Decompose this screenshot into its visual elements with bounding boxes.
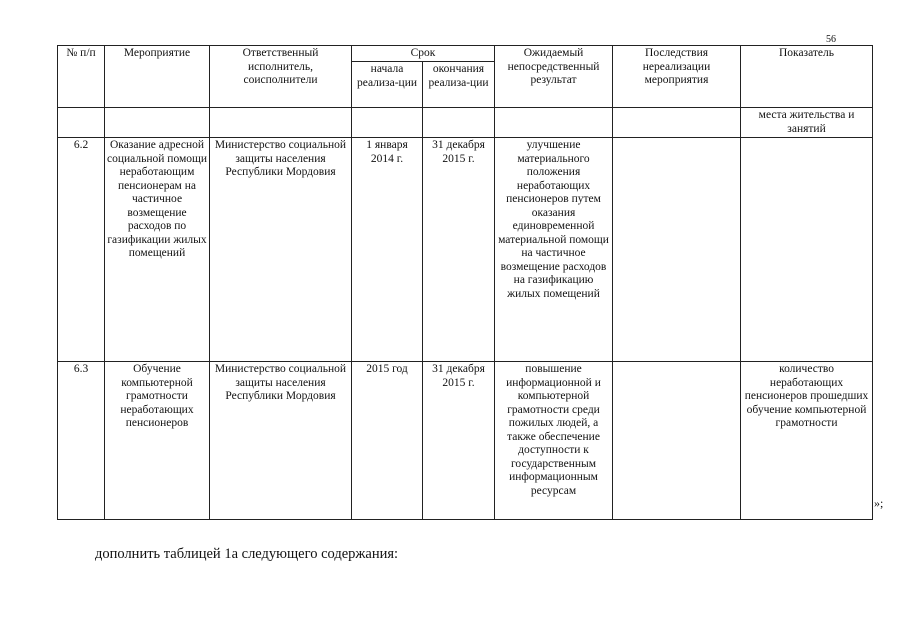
- row-consequences: [613, 362, 741, 520]
- row-expected: улучшение материального положения неработающих пенсионеров путем оказания единовременной материальной помощи на частичное возмещение расходов на газификацию жилых помещений: [495, 138, 613, 362]
- header-row: [58, 46, 873, 62]
- footer-paragraph: дополнить таблицей 1а следующего содержания:: [95, 546, 399, 562]
- closing-quote: »;: [874, 496, 884, 510]
- table-row: [58, 362, 873, 520]
- row-responsible: Министерство социальной защиты населения Республики Мордовия: [210, 138, 352, 362]
- row-start: 1 января 2014 г.: [352, 138, 423, 362]
- continuation-indicator: места жительства и занятий: [741, 108, 873, 138]
- cell-empty: [210, 108, 352, 138]
- row-end: 31 декабря 2015 г.: [423, 138, 495, 362]
- cell-empty: [58, 108, 105, 138]
- cell-empty: [613, 108, 741, 138]
- row-responsible: Министерство социальной защиты населения Республики Мордовия: [210, 362, 352, 520]
- row-num: 6.2: [58, 138, 105, 362]
- row-measure: Оказание адресной социальной помощи неработающим пенсионерам на частичное возмещение расходов по газификации жилых помещений: [105, 138, 210, 362]
- header-expected: Ожидаемый непосредственный результат: [495, 46, 613, 108]
- measures-table: [57, 45, 873, 520]
- row-consequences: [613, 138, 741, 362]
- header-term-start: начала реализа-ции: [352, 62, 423, 108]
- header-measure: Мероприятие: [105, 46, 210, 108]
- cell-empty: [105, 108, 210, 138]
- row-indicator: [741, 138, 873, 362]
- row-num: 6.3: [58, 362, 105, 520]
- row-end: 31 декабря 2015 г.: [423, 362, 495, 520]
- header-num: № п/п: [58, 46, 105, 108]
- row-measure: Обучение компьютерной грамотности неработающих пенсионеров: [105, 362, 210, 520]
- header-term-end: окончания реализа-ции: [423, 62, 495, 108]
- cell-empty: [423, 108, 495, 138]
- header-term: Срок: [352, 46, 495, 62]
- continuation-row: [58, 108, 873, 138]
- row-indicator: количество неработающих пенсионеров прошедших обучение компьютерной грамотности: [741, 362, 873, 520]
- header-indicator: Показатель: [741, 46, 873, 108]
- cell-empty: [495, 108, 613, 138]
- row-expected: повышение информационной и компьютерной грамотности среди пожилых людей, а также обеспечение доступности к государственным информационным ресурсам: [495, 362, 613, 520]
- cell-empty: [352, 108, 423, 138]
- row-start: 2015 год: [352, 362, 423, 520]
- header-responsible: Ответственный исполнитель, соисполнители: [210, 46, 352, 108]
- header-consequences: Последствия нереализации мероприятия: [613, 46, 741, 108]
- table-row: [58, 138, 873, 362]
- page-number: 56: [826, 34, 836, 45]
